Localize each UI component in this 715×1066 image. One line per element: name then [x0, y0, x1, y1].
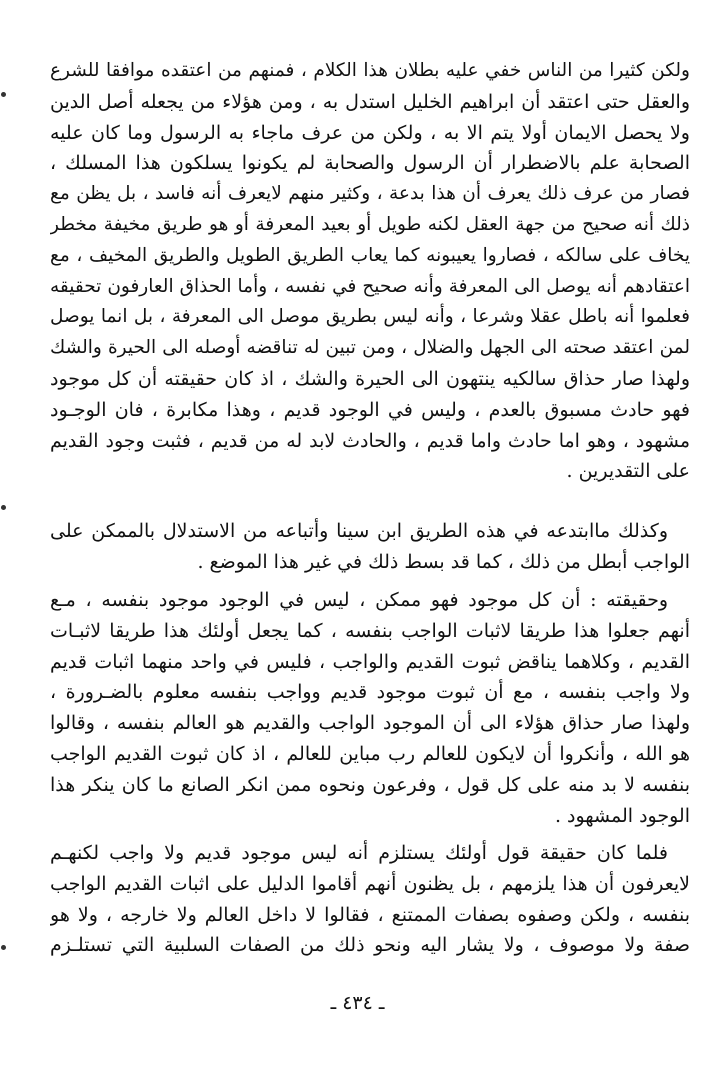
- text-line: فعلموا أنه باطل عقلا وشرعا ، وأنه ليس بطريق موصل الى المعرفة ، بل انما يوصل: [50, 306, 690, 328]
- text-line: والعقل حتى اعتقد أن ابراهيم الخليل استدل به ، ومن هؤلاء من يجعله أصل الدين: [50, 90, 690, 113]
- text-line: لايعرفون أن هذا يلزمهم ، بل يظنون أنهم أقاموا الدليل على اثبات القديم الواجب: [50, 872, 690, 895]
- text-line: ولا واجب بنفسه ، مع أن ثبوت موجود قديم وواجب بنفسه معلوم بالضـرورة ،: [50, 681, 690, 704]
- text-line: ولهذا صار حذاق هؤلاء الى أن الموجود الواجب والقديم هو العالم بنفسه ، وقالوا: [50, 712, 690, 735]
- text-line: هو الله ، وأنكروا أن لايكون للعالم رب مباين للعالم ، اذ كان ثبوت القديم الواجب: [50, 742, 690, 765]
- text-line: الوجود المشهود .: [554, 804, 690, 827]
- text-line: اعتقادهم أنه يوصل الى المعرفة وأنه صحيح في نفسه ، وأما الحذاق العارفون تحقيقه: [50, 275, 690, 297]
- paragraph-1: [50, 56, 690, 487]
- margin-mark: [1, 505, 6, 510]
- text-line: الواجب أبطل من ذلك ، كما قد بسط ذلك في غير هذا الموضع .: [197, 550, 690, 573]
- text-line: صفة ولا موصوف ، ولا يشار اليه ونحو ذلك من الصفات السلبية التي تستلـزم: [50, 934, 690, 957]
- text-line: ولا يحصل الايمان أولا يتم الا به ، ولكن من عرف ماجاء به الرسول وما كان عليه: [50, 121, 690, 144]
- text-line: ذلك أنه صحيح من جهة العقل لكنه طويل أو بعيد المعرفة أو هو طريق مخيفة مخطر: [50, 213, 690, 235]
- text-line: فهو حادث مسبوق بالعدم ، وليس في الوجود قديم ، وهذا مكابرة ، فان الوجـود: [50, 398, 690, 421]
- margin-mark: [1, 92, 6, 97]
- paragraph-2: [50, 516, 690, 578]
- text-line: وكذلك ماابتدعه في هذه الطريق ابن سينا وأتباعه من الاستدلال بالممكن على: [50, 520, 668, 542]
- text-line: أنهم جعلوا هذا طريقا لاثبات الواجب بنفسه ، كما يجعل أولئك هذا طريقا لاثبـات: [50, 619, 690, 642]
- paragraph-3: [50, 585, 690, 831]
- margin-mark: [1, 945, 6, 950]
- text-line: فلما كان حقيقة قول أولئك يستلزم أنه ليس موجود قديم ولا واجب لكنهـم: [50, 842, 668, 864]
- text-line: مشهود ، وهو اما حادث واما قديم ، والحادث لابد له من قديم ، فثبت وجود القديم: [50, 429, 690, 452]
- paragraph-4: [50, 838, 690, 961]
- text-line: الصحابة علم بالاضطرار أن الرسول والصحابة لم يكونوا يسلكون هذا المسلك ،: [50, 152, 690, 175]
- text-line: بنفسه لا بد منه على كل قول ، وفرعون ونحوه ممن انكر الصانع ما كان ينكر هذا: [50, 773, 690, 796]
- text-line: بنفسه ، ولكن وصفوه بصفات الممتنع ، فقالوا لا داخل العالم ولا خارجه ، ولا هو: [50, 903, 690, 926]
- text-line: ولكن كثيرا من الناس خفي عليه بطلان هذا الكلام ، فمنهم من اعتقده موافقا للشرع: [50, 60, 690, 81]
- text-line: لمن اعتقد صحته الى الجهل والضلال ، ومن تبين له تناقضه أوصله الى الحيرة والشك: [50, 337, 690, 359]
- page-number: ـ ٤٣٤ ـ: [330, 992, 385, 1014]
- text-line: فصار من عرف ذلك يعرف أن هذا بدعة ، وكثير منهم لايعرف أنه فاسد ، بل يظن مع: [50, 183, 690, 205]
- text-line: يخاف على سالكه ، فصاروا يعيبونه كما يعاب الطريق الطويل والطريق المخيف ، مع: [50, 244, 690, 266]
- text-line: ولهذا صار حذاق سالكيه ينتهون الى الحيرة والشك ، اذ كان حقيقته أن كل موجود: [50, 367, 690, 390]
- text-line: القديم ، وكلاهما يناقض ثبوت القديم والواجب ، فليس في واحد منهما اثبات قديم: [50, 650, 690, 673]
- text-line: على التقديرين .: [566, 460, 690, 483]
- text-line: وحقيقته : أن كل موجود فهو ممكن ، ليس في الوجود موجود بنفسه ، مـع: [50, 589, 668, 611]
